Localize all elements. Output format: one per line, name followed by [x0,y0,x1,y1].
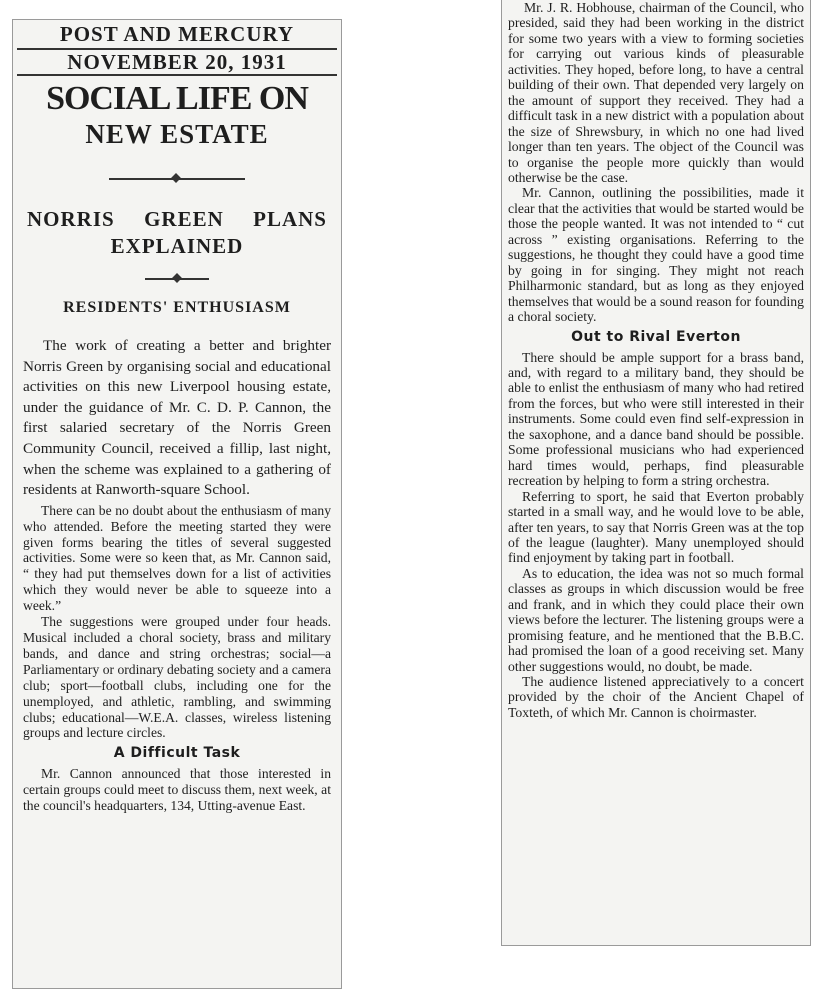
newspaper-name: POST AND MERCURY [59,22,295,46]
paragraph: As to education, the idea was not so much formal classes as groups in which discussion would be free and frank, and in which they could place their own views before the lecturer. The listening groups were a promising feature, and he mentioned that the B.B.C. had promised the loan of a good receiving set. Many other suggestions would, no doubt, be made. [508,565,804,674]
publication-date: NOVEMBER 20, 1931 [17,48,337,76]
subheadline-line-1: NORRIS GREEN PLANS [27,207,327,231]
clipping-right-column [502,0,810,945]
ornamental-divider [109,172,245,186]
subheadline-line-2: EXPLAINED [110,234,244,258]
paragraph: Mr. Cannon, outlining the possibilities, made it clear that the activities that would be started would be those the people wanted. It was not intended to “ cut across ” existing organisations. Referring to the suggestions, he thought they could have a good time by going in for singing. They might not reach Philharmonic standard, but as long as they enjoyed themselves that would be a sound reason for founding a choral society. [508,185,804,325]
ornamental-divider-small [145,272,209,286]
paragraph: There can be no doubt about the enthusiasm of many who attended. Before the meeting started they were given forms bearing the titles of several suggested activities. Some were so keen that, as Mr. Cannon said, “ they had put themselves down for a list of activities which they would never be able to squeeze into a week.” [23,502,331,614]
clipping-left-column [13,20,341,988]
tagline: RESIDENTS' ENTHUSIASM [63,299,291,316]
headline-line-1: SOCIAL LIFE ON [46,80,308,117]
paragraph: The suggestions were grouped under four heads. Musical included a choral society, brass and military bands, and dance and string orchestras; social—a Parliamentary or ordinary debating society and a camera club; sport—football clubs, including one for the unemployed, and athletic, rambling, and swimming clubs; educational—W.E.A. classes, wireless listening groups and lecture circles. [23,614,331,741]
paragraph: Mr. J. R. Hobhouse, chairman of the Council, who presided, said they had been working in the district for some two years with a view to forming societies for carrying out various kinds of pleasurable activities. They hoped, before long, to have a central building of their own. That depended very largely on the amount of support they received. They had a difficult task in a new district with a population about the size of Shrewsbury, in which no one had lived longer than ten years. The object of the Council was to organise the people more quickly than would otherwise be the case. [508,0,804,185]
left-body-text [23,503,331,814]
headline-line-2: NEW ESTATE [85,119,269,149]
lead-paragraph-block [23,336,331,501]
section-subhead: A Difficult Task [113,745,241,762]
paragraph: Mr. Cannon announced that those interested in certain groups could meet to discuss them, next week, at the council's headquarters, 134, Utting-avenue East. [23,766,331,814]
paragraph: Referring to sport, he said that Everton probably started in a small way, and he would love to be able, after ten years, to say that Norris Green was at the top of the league (laughter). Many unemployed should find enjoyment by taking part in football. [508,488,804,566]
section-subhead: Out to Rival Everton [571,328,741,345]
right-body-text [508,0,804,720]
lead-paragraph: The work of creating a better and brighter Norris Green by organising social and educational activities on this new Liverpool housing estate, under the guidance of Mr. C. D. P. Cannon, the first salaried secretary of the Norris Green Community Council, received a fillip, last night, when the scheme was explained to a gathering of residents at Ranworth-square School. [23,337,331,499]
paragraph: There should be ample support for a brass band, and, with regard to a military band, they should be able to enlist the enthusiasm of many who had retired from the forces, but who were still interested in their instruments. Some could even find self-expression in the saxophone, and a dance band should be possible. Some professional musicians who had experienced hard times would, perhaps, find pleasurable recreation by helping to form a string orchestra. [508,349,804,489]
paragraph: The audience listened appreciatively to a concert provided by the choir of the Ancient Chapel of Toxteth, of which Mr. Cannon is choirmaster. [508,674,804,720]
